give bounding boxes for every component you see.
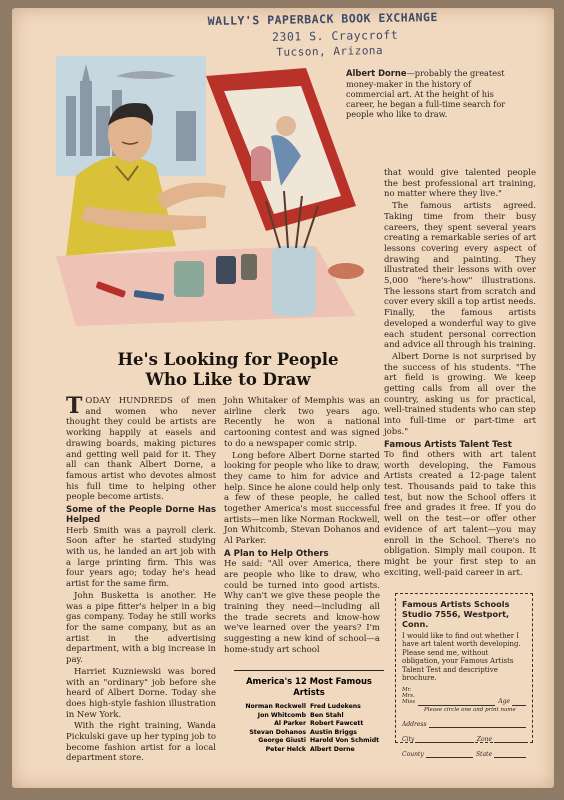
col1-paragraph-3: John Busketta is another. He was a pipe fitter's helper in a big gas company. Today he still works for the same company, but as an artist in the advertising department, with a big increase in pay. — [66, 590, 216, 666]
artist-name: Harold Von Schmidt — [310, 737, 380, 745]
artist-name: Ben Stahl — [310, 711, 344, 719]
age-label: Age — [498, 698, 510, 706]
artists-list-title: America's 12 Most Famous Artists — [246, 676, 372, 697]
col1-subhead: Some of the People Dorne Has Helped — [66, 505, 216, 526]
address-label: Address — [402, 721, 427, 729]
artist-name: Robert Fawcett — [310, 720, 364, 728]
artist-name: Jon Whitcomb — [257, 711, 306, 719]
col3-paragraph-2: The famous artists agreed. Taking time from their busy careers, they spent several years creating a remarkable series of art lessons covering every aspect of drawing and painting. They illustrated their lessons with over 5,000 "here's-how" illustrations. The lessons start from scratch and cover every skill a top artist needs. Finally, the famous artists developed a wonderful way to give each student personal correction and advice all through his training. — [384, 201, 536, 351]
artist-name: George Giusti — [258, 737, 306, 745]
zone-field[interactable] — [494, 734, 526, 743]
age-field[interactable] — [512, 697, 526, 706]
stamp-line-1: WALLY'S PAPERBACK BOOK EXCHANGE — [207, 9, 438, 29]
city-field[interactable] — [416, 734, 473, 743]
article-column-2 — [224, 396, 380, 656]
name-hint: Please circle one and print name — [424, 706, 516, 713]
famous-artists-list — [234, 670, 384, 754]
artist-name: Albert Dorne — [310, 745, 355, 753]
artist-name: Fred Ludekens — [310, 703, 361, 710]
col3-paragraph-4: To find others with art talent worth developing, the Famous Artists created a 12-page talent test. Thousands paid to take this test, but now the School offers it free and grades it free. If you do well on the test—or offer other evidence of art talent—you may enroll in the School. There's no obligation. Simply mail coupon. It might be your first step to an exciting, well-paid career in art. — [384, 449, 536, 578]
county-field[interactable] — [426, 749, 473, 758]
col3-paragraph-1: that would give talented people the best professional art training, no matter where they live." — [384, 168, 536, 200]
artist-name: Stevan Dohanos — [249, 728, 306, 736]
magazine-page — [12, 8, 554, 788]
coupon-title: Famous Artists Schools Studio 7556, Westport, Conn. — [402, 599, 510, 629]
mail-coupon[interactable] — [395, 593, 533, 759]
artist-name: Norman Rockwell — [245, 703, 306, 710]
coupon-city-row — [402, 734, 526, 743]
col3-subhead: Famous Artists Talent Test — [384, 439, 512, 450]
artist-name: Peter Helck — [265, 745, 306, 753]
zone-label: Zone — [476, 736, 492, 744]
headline-line-2: Who Like to Draw — [145, 370, 311, 390]
coupon-county-row — [402, 749, 526, 758]
article-headline — [92, 350, 364, 390]
state-field[interactable] — [494, 749, 526, 758]
headline-line-1: He's Looking for People — [117, 350, 339, 369]
col1-p1-text: ODAY HUNDREDS of men and women who never thought they could be artists are working happily at easels and drawing boards, making pictures and getting well paid for it. They all can thank Albert Dorne, a famous artist who devotes almost his full time to helping other people become artists. — [66, 396, 216, 503]
coupon-body: I would like to find out whether I have art talent worth developing. Please send me, without obligation, your Famous Artists Talent Test and descriptive brochure. — [402, 632, 521, 682]
drop-cap: T — [66, 393, 83, 419]
artist-illustration — [56, 56, 376, 336]
illustration-caption — [346, 68, 522, 120]
salutation-label: Mr. Mrs. Miss — [402, 687, 416, 705]
article-column-1 — [66, 393, 216, 765]
col2-paragraph-1: John Whitaker of Memphis was an airline clerk two years ago. Recently he won a national cartooning contest and was signed to do a newspaper comic strip. — [224, 396, 380, 449]
stamp-line-3: Tucson, Arizona — [276, 43, 384, 59]
col1-paragraph-2: Herb Smith was a payroll clerk. Soon after he started studying with us, he landed an art job with a large printing firm. This was four years ago; today he's head artist for the same firm. — [66, 525, 216, 590]
state-label: State — [475, 751, 492, 759]
county-label: County — [402, 751, 424, 759]
artists-names-grid — [234, 703, 384, 754]
col2-paragraph-3: He said: "All over America, there are people who like to draw, who could be turned into good artists. Why can't we give these people the training they need—including all the trade secrets and know-how we've learned over the years? I'm suggesting a new kind of school—a home-study art school — [224, 559, 380, 655]
col2-subhead: A Plan to Help Others — [224, 548, 329, 559]
stamp-line-2: 2301 S. Craycroft — [271, 27, 399, 44]
article-column-3 — [384, 168, 536, 579]
artist-name: Al Parker — [274, 720, 306, 728]
address-field[interactable] — [429, 719, 526, 728]
col1-paragraph-5: With the right training, Wanda Pickulski gave up her typing job to become fashion artist for a local department store. — [66, 721, 216, 764]
artist-name: Austin Briggs — [310, 728, 357, 736]
col2-paragraph-2: Long before Albert Dorne started looking for people who like to draw, they came to him for advice and help. Since he alone could help only a few of these people, he called together America's most successful artists—men like Norman Rockwell, Jon Whitcomb, Stevan Dohanos and Al Parker. — [224, 450, 380, 547]
name-field[interactable] — [418, 697, 495, 706]
city-label: City — [402, 736, 415, 744]
caption-name: Albert Dorne — [346, 68, 407, 78]
col1-paragraph-1 — [66, 393, 216, 503]
col3-paragraph-3: Albert Dorne is not surprised by the success of his students. "The art field is growing. We keep getting calls from all over the country, asking us for practical, well-trained students who can step into full-time or part-time art jobs." — [384, 351, 536, 437]
col1-paragraph-4: Harriet Kuzniewski was bored with an "ordinary" job before she heard of Albert Dorne. Today she does high-style fashion illustration in New York. — [66, 666, 216, 720]
bookstore-stamp — [208, 10, 439, 60]
caption-text: —probably the greatest money-maker in the history of commercial art. At the height of his career, he began a full-time search for people who like to draw. — [346, 68, 506, 120]
coupon-address-row — [402, 719, 526, 728]
coupon-name-row — [402, 688, 526, 705]
